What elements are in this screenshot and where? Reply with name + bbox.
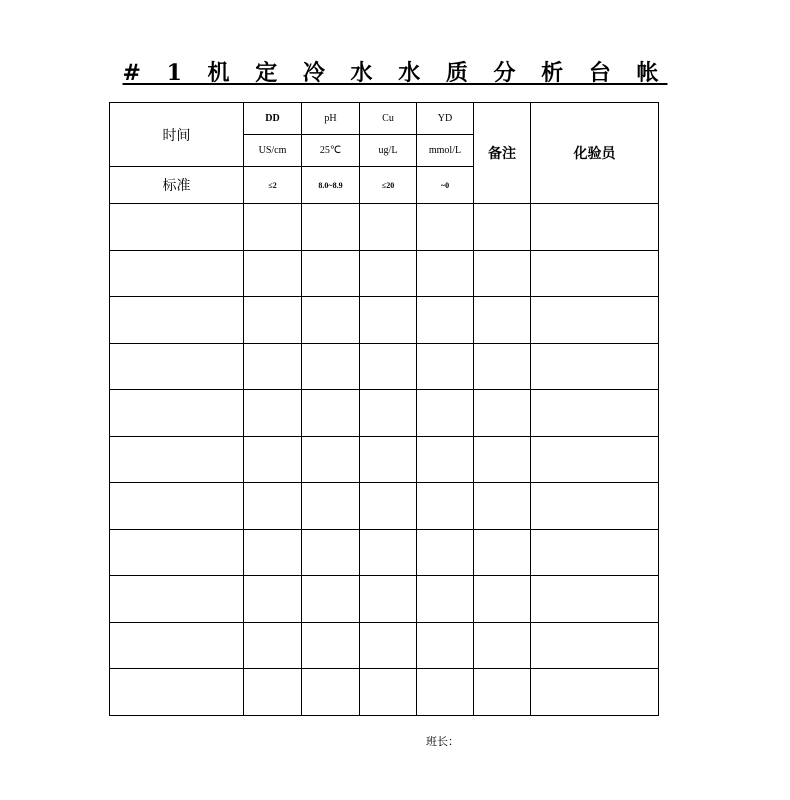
- empty-cell[interactable]: [302, 669, 360, 716]
- empty-cell[interactable]: [474, 204, 531, 251]
- empty-cell[interactable]: [417, 390, 474, 437]
- empty-cell[interactable]: [110, 529, 244, 576]
- empty-cell[interactable]: [417, 529, 474, 576]
- empty-cell[interactable]: [302, 622, 360, 669]
- empty-cell[interactable]: [244, 483, 302, 530]
- empty-cell[interactable]: [417, 250, 474, 297]
- standard-header: 标准: [110, 167, 244, 204]
- empty-cell[interactable]: [474, 576, 531, 623]
- empty-cell[interactable]: [244, 576, 302, 623]
- table-row: [110, 529, 659, 576]
- empty-cell[interactable]: [360, 669, 417, 716]
- empty-cell[interactable]: [474, 529, 531, 576]
- empty-cell[interactable]: [531, 204, 659, 251]
- param-name-dd: DD: [244, 103, 302, 135]
- empty-cell[interactable]: [244, 529, 302, 576]
- param-standard-dd: ≤2: [244, 167, 302, 204]
- empty-cell[interactable]: [302, 483, 360, 530]
- empty-cell[interactable]: [417, 576, 474, 623]
- empty-cell[interactable]: [110, 204, 244, 251]
- empty-cell[interactable]: [244, 204, 302, 251]
- empty-cell[interactable]: [360, 622, 417, 669]
- empty-cell[interactable]: [474, 250, 531, 297]
- shift-leader-signature-label: 班长：: [426, 735, 459, 748]
- param-standard-cu: ≤20: [360, 167, 417, 204]
- empty-cell[interactable]: [244, 390, 302, 437]
- empty-cell[interactable]: [244, 343, 302, 390]
- empty-cell[interactable]: [531, 622, 659, 669]
- empty-cell[interactable]: [302, 297, 360, 344]
- empty-cell[interactable]: [531, 343, 659, 390]
- table-row: [110, 669, 659, 716]
- empty-cell[interactable]: [531, 297, 659, 344]
- param-unit-cu: ug/L: [360, 135, 417, 167]
- empty-cell[interactable]: [417, 622, 474, 669]
- remark-header: 备注: [474, 103, 531, 204]
- empty-cell[interactable]: [474, 436, 531, 483]
- empty-cell[interactable]: [110, 390, 244, 437]
- empty-cell[interactable]: [302, 436, 360, 483]
- empty-cell[interactable]: [110, 622, 244, 669]
- table-row: [110, 390, 659, 437]
- empty-cell[interactable]: [244, 622, 302, 669]
- empty-cell[interactable]: [417, 204, 474, 251]
- empty-cell[interactable]: [110, 576, 244, 623]
- time-header: 时间: [110, 103, 244, 167]
- empty-cell[interactable]: [302, 390, 360, 437]
- empty-cell[interactable]: [474, 483, 531, 530]
- empty-cell[interactable]: [531, 436, 659, 483]
- table-row: [110, 483, 659, 530]
- water-quality-ledger-table: [109, 102, 659, 716]
- empty-cell[interactable]: [110, 343, 244, 390]
- empty-cell[interactable]: [360, 250, 417, 297]
- analyst-header: 化验员: [531, 103, 659, 204]
- empty-cell[interactable]: [110, 669, 244, 716]
- empty-cell[interactable]: [302, 529, 360, 576]
- empty-cell[interactable]: [417, 297, 474, 344]
- empty-cell[interactable]: [531, 529, 659, 576]
- page-title: # 1 机 定 冷 水 水 质 分 析 台 帐: [122, 60, 668, 86]
- empty-cell[interactable]: [110, 483, 244, 530]
- param-unit-dd: US/cm: [244, 135, 302, 167]
- empty-cell[interactable]: [244, 669, 302, 716]
- param-standard-ph: 8.0~8.9: [302, 167, 360, 204]
- empty-cell[interactable]: [360, 436, 417, 483]
- empty-cell[interactable]: [110, 297, 244, 344]
- empty-cell[interactable]: [360, 297, 417, 344]
- param-unit-ph: 25℃: [302, 135, 360, 167]
- empty-cell[interactable]: [474, 669, 531, 716]
- table-row: [110, 576, 659, 623]
- empty-cell[interactable]: [531, 250, 659, 297]
- table-row: [110, 250, 659, 297]
- table-row: [110, 436, 659, 483]
- empty-cell[interactable]: [417, 436, 474, 483]
- empty-cell[interactable]: [360, 343, 417, 390]
- table-row: [110, 622, 659, 669]
- empty-cell[interactable]: [244, 297, 302, 344]
- empty-cell[interactable]: [110, 250, 244, 297]
- table-row: [110, 204, 659, 251]
- empty-cell[interactable]: [417, 483, 474, 530]
- empty-cell[interactable]: [110, 436, 244, 483]
- empty-cell[interactable]: [244, 436, 302, 483]
- empty-cell[interactable]: [474, 390, 531, 437]
- empty-cell[interactable]: [360, 204, 417, 251]
- empty-cell[interactable]: [531, 669, 659, 716]
- table-row: [110, 343, 659, 390]
- empty-cell[interactable]: [360, 529, 417, 576]
- param-name-yd: YD: [417, 103, 474, 135]
- empty-cell[interactable]: [360, 390, 417, 437]
- empty-cell[interactable]: [360, 483, 417, 530]
- param-unit-yd: mmol/L: [417, 135, 474, 167]
- empty-cell[interactable]: [474, 343, 531, 390]
- empty-cell[interactable]: [244, 250, 302, 297]
- param-name-cu: Cu: [360, 103, 417, 135]
- empty-cell[interactable]: [474, 622, 531, 669]
- empty-cell[interactable]: [360, 576, 417, 623]
- empty-cell[interactable]: [302, 250, 360, 297]
- empty-cell[interactable]: [302, 204, 360, 251]
- param-name-ph: pH: [302, 103, 360, 135]
- empty-cell[interactable]: [531, 390, 659, 437]
- empty-cell[interactable]: [417, 343, 474, 390]
- empty-cell[interactable]: [302, 343, 360, 390]
- table-row: [110, 297, 659, 344]
- empty-cell[interactable]: [417, 669, 474, 716]
- empty-cell[interactable]: [531, 576, 659, 623]
- empty-cell[interactable]: [302, 576, 360, 623]
- empty-cell[interactable]: [531, 483, 659, 530]
- param-standard-yd: ~0: [417, 167, 474, 204]
- empty-cell[interactable]: [474, 297, 531, 344]
